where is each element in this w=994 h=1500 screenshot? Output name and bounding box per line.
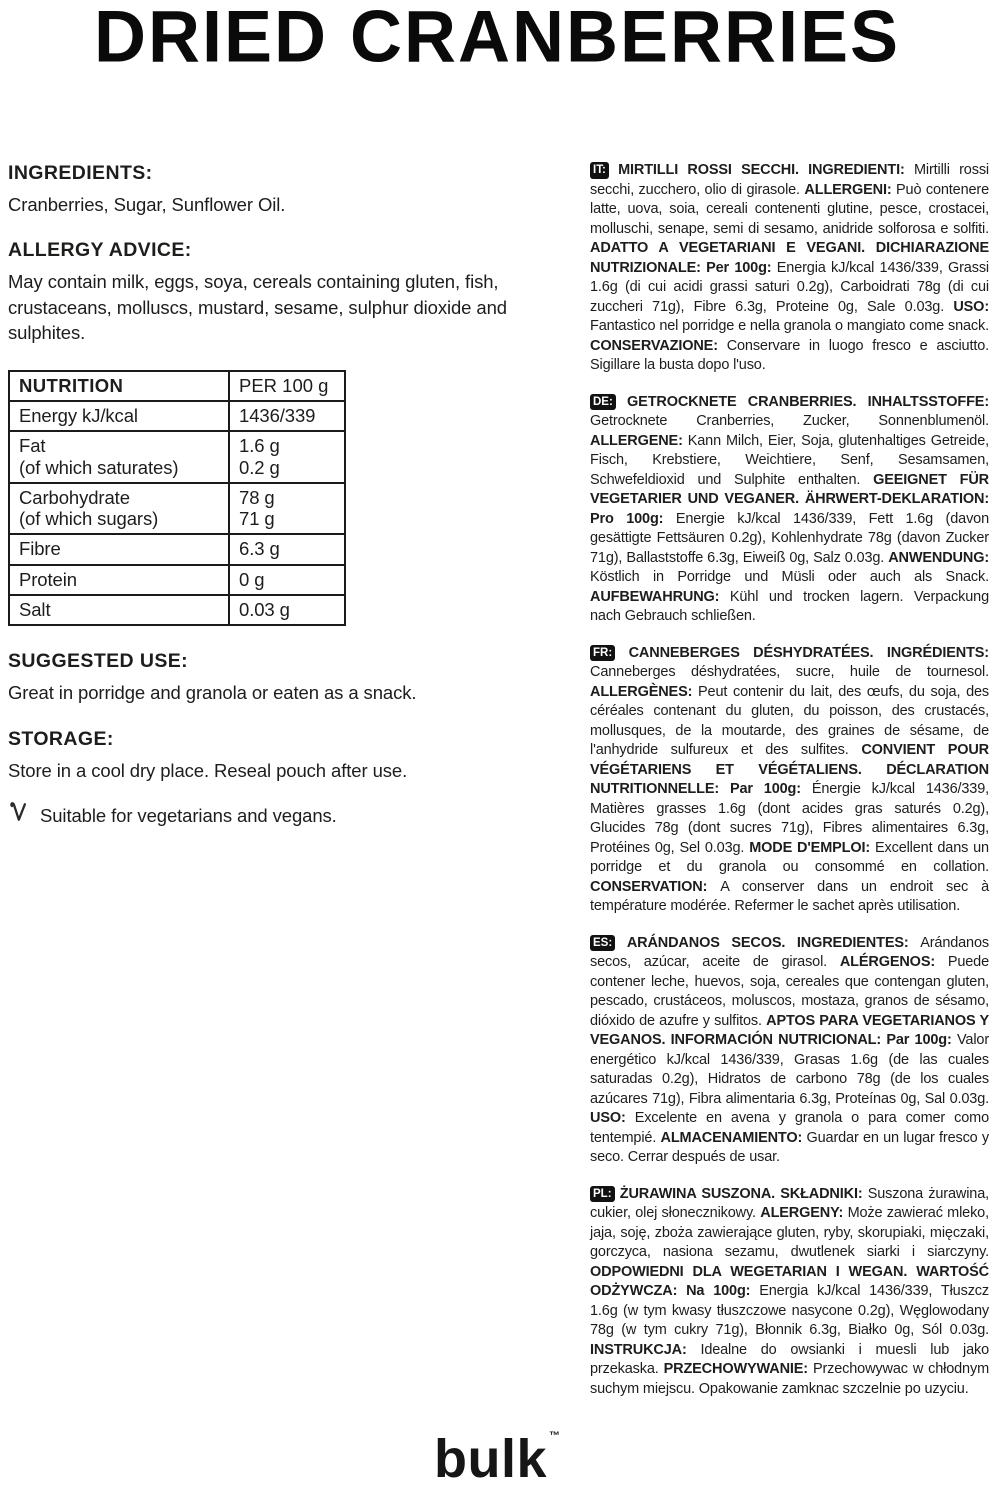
lang-bold-text: ALERGENY: xyxy=(760,1205,848,1221)
ingredients-heading: INGREDIENTS: xyxy=(8,162,153,184)
lang-badge-es: ES: xyxy=(590,935,615,952)
lang-bold-text: INSTRUKCJA: xyxy=(590,1341,701,1358)
lang-text: Suszona żurawina, cukier, olej słonecznikowy. xyxy=(590,1185,989,1221)
lang-section-de xyxy=(590,393,989,627)
lang-text: Excelente en avena y granola o para comer como tentempié. xyxy=(590,1110,990,1146)
nutrition-label-cell: Salt xyxy=(9,595,229,625)
brand-logo: bulk xyxy=(433,1429,547,1489)
lang-text: Energia kJ/kcal 1436/339, Grassi 1.6g (di cui acidi grassi saturi 0.2g), Carboidrati 78g (di cui zuccheri 71g), Fibre 6.3g, Proteine 0g, Sale 0.03g. xyxy=(590,259,989,315)
allergy-text: May contain milk, eggs, soya, cereals containing gluten, fish, crustaceans, molluscs, mustard, sesame, sulphur dioxide and sulphites. xyxy=(8,271,507,344)
footer xyxy=(0,1428,994,1490)
lang-bold-text: AUFBEWAHRUNG: xyxy=(590,588,730,605)
lang-section-pl xyxy=(590,1185,989,1400)
lang-bold-text: CONVIENT POUR VÉGÉTARIENS ET VÉGÉTALIENS. DÉCLARATION NUTRITIONNELLE: Par 100g: xyxy=(590,742,989,797)
lang-text: Getrocknete Cranberries, Zucker, Sonnenblumenöl. xyxy=(590,413,989,429)
nutrition-row xyxy=(9,534,345,564)
nutrition-row xyxy=(9,483,345,535)
nutrition-header-label: NUTRITION xyxy=(9,371,229,401)
lang-bold-text: ALLERGENE: xyxy=(590,432,688,449)
ingredients-text: Cranberries, Sugar, Sunflower Oil. xyxy=(8,193,286,215)
lang-text: Guardar en un lugar fresco y seco. Cerrar después de usar. xyxy=(590,1129,990,1165)
lang-text: Fantastico nel porridge e nella granola o mangiato come snack. xyxy=(590,318,989,334)
lang-badge-de: DE: xyxy=(590,394,616,411)
lang-text: Énergie kJ/kcal 1436/339, Matières grasses 1.6g (dont acides gras saturés 0.2g), Glucides 78g (dont sucres 71g), Fibres alimentaires 6.3g, Protéines 0g, Sel 0.03g. xyxy=(590,781,989,856)
lang-text: Mirtilli rossi secchi, zucchero, olio di girasole. xyxy=(590,162,989,198)
nutrition-label-cell: Fat (of which saturates) xyxy=(9,431,229,483)
lang-bold-text: ANWENDUNG: xyxy=(888,549,989,566)
lang-text: Può contenere latte, uova, soia, cereali contenenti glutine, pesce, crostacei, molluschi, senape, semi di sesamo, anidride solforosa e solfiti. xyxy=(590,181,989,237)
lang-bold-text: APTOS PARA VEGETARIANOS Y VEGANOS. INFORMACIÓN NUTRICIONAL: Par 100g: xyxy=(590,1012,990,1048)
lang-badge-pl: PL: xyxy=(590,1186,615,1203)
allergy-heading: ALLERGY ADVICE: xyxy=(8,239,192,262)
product-title: DRIED CRANBERRIES xyxy=(93,0,901,78)
lang-bold-text: MIRTILLI ROSSI SECCHI. INGREDIENTI: xyxy=(618,162,914,178)
nutrition-value-cell: 1436/339 xyxy=(229,401,345,431)
nutrition-row xyxy=(9,431,345,483)
suggested-use-heading: SUGGESTED USE: xyxy=(8,650,189,673)
nutrition-row xyxy=(9,595,345,625)
lang-bold-text: MODE D'EMPLOI: xyxy=(749,839,875,856)
lang-text: Valor energético kJ/kcal 1436/339, Grasas 1.6g (de las cuales saturadas 0.2g), Hidratos de carbono 78g (de los cuales azúcares 71g), Fibra alimentaria 6.3g, Proteínas 0g, Sal 0.03g. xyxy=(590,1032,989,1107)
nutrition-value-cell: 6.3 g xyxy=(229,534,345,564)
nutrition-header-row xyxy=(9,371,345,401)
lang-bold-text: GETROCKNETE CRANBERRIES. INHALTSSTOFFE: xyxy=(627,393,989,410)
lang-text: Energia kJ/kcal 1436/339, Tłuszcz 1.6g (w tym kwasy tłuszczowe nasycone 0.2g), Węglowodany 78g (w tym cukry 71g), Błonnik 6.3g, Białko 0g, Sól 0.03g. xyxy=(590,1283,989,1338)
lang-bold-text: ALLERGÈNES: xyxy=(590,683,699,700)
nutrition-row xyxy=(9,401,345,431)
lang-section-it xyxy=(590,161,989,376)
nutrition-label-cell: Protein xyxy=(9,565,229,595)
nutrition-label-cell: Fibre xyxy=(9,534,229,564)
nutrition-value-cell: 0 g xyxy=(229,565,345,595)
storage-text: Store in a cool dry place. Reseal pouch after use. xyxy=(8,759,408,781)
lang-bold-text: ŻURAWINA SUSZONA. SKŁADNIKI: xyxy=(619,1185,868,1202)
vegetarian-line xyxy=(8,801,564,831)
nutrition-header-value: PER 100 g xyxy=(229,371,345,401)
vegetarian-v-icon xyxy=(8,801,31,831)
left-column xyxy=(8,160,564,831)
lang-bold-text: ARÁNDANOS SECOS. INGREDIENTES: xyxy=(626,934,921,951)
nutrition-value-cell: 78 g 71 g xyxy=(229,483,345,535)
lang-bold-text: USO: xyxy=(590,1110,635,1126)
right-column xyxy=(590,161,989,1416)
lang-text: Conservare in luogo fresco e asciutto. Sigillare la busta dopo l'uso. xyxy=(590,337,989,373)
vegetarian-text: Suitable for vegetarians and vegans. xyxy=(40,805,337,827)
nutrition-value-cell: 1.6 g 0.2 g xyxy=(229,431,345,483)
lang-bold-text: PRZECHOWYWANIE: xyxy=(663,1361,813,1377)
lang-section-es xyxy=(590,934,989,1168)
lang-bold-text: CANNEBERGES DÉSHYDRATÉES. INGRÉDIENTS: xyxy=(628,644,989,661)
lang-text: Idealne do owsianki i muesli lub jako przekaska. xyxy=(590,1341,989,1377)
lang-section-fr xyxy=(590,644,989,917)
storage-heading: STORAGE: xyxy=(8,727,114,750)
lang-text: Może zawierać mleko, jaja, soję, zboża zawierające gluten, ryby, skorupiaki, mięczaki, gorczyca, nasiona sezamu, dwutlenek siarki i siarczyny. xyxy=(590,1205,989,1260)
lang-bold-text: ALLERGENI: xyxy=(804,181,897,198)
lang-bold-text: ODPOWIEDNI DLA WEGETARIAN I WEGAN. WARTOŚĆ ODŻYWCZA: Na 100g: xyxy=(590,1263,989,1299)
nutrition-value-cell: 0.03 g xyxy=(229,595,345,625)
lang-bold-text: ADATTO A VEGETARIANI E VEGANI. DICHIARAZIONE NUTRIZIONALE: Per 100g: xyxy=(590,240,989,276)
trademark-symbol: ™ xyxy=(549,1430,560,1442)
lang-text: Arándanos secos, azúcar, aceite de girasol. xyxy=(590,934,989,970)
lang-text: A conserver dans un endroit sec à température modérée. Refermer le sachet après utilisation. xyxy=(590,878,989,914)
lang-bold-text: CONSERVAZIONE: xyxy=(590,337,727,354)
lang-text: Köstlich in Porridge und Müsli oder auch als Snack. xyxy=(590,569,989,585)
lang-text: Przechowywac w chłodnym suchym miejscu. Opakowanie zamknac szczelnie po uzyciu. xyxy=(590,1361,989,1397)
lang-badge-fr: FR: xyxy=(590,645,615,662)
lang-text: Peut contenir du lait, des œufs, du soja, des céréales contenant du gluten, du poisson, des crustacés, mollusques, de la moutarde, des graines de sésame, de l'anhydride sulfureux et des sulfites. xyxy=(590,683,990,758)
lang-text: Canneberges déshydratées, sucre, huile de tournesol. xyxy=(590,664,989,680)
lang-text: Puede contener leche, huevos, soja, cereales que contengan gluten, pescado, crustáceos, moluscos, mostaza, granos de sésamo, dióxido de azufre y sulfitos. xyxy=(590,954,989,1029)
lang-text: Kann Milch, Eier, Soja, glutenhaltiges Getreide, Fisch, Krebstiere, Weichtiere, Senf, Sesamsamen, Schwefeldioxid und Sulphite enthalten. xyxy=(590,432,989,488)
nutrition-table-body xyxy=(9,401,345,625)
suggested-use-text: Great in porridge and granola or eaten as a snack. xyxy=(8,682,417,704)
lang-text: Energie kJ/kcal 1436/339, Fett 1.6g (davon gesättigte Fettsäuren 0.2g), Kohlenhydrate 78g (davon Zucker 71g), Ballaststoffe 6.3g, Eiweiß 0g, Salz 0.03g. xyxy=(590,510,989,566)
lang-bold-text: ALMACENAMIENTO: xyxy=(660,1129,807,1146)
lang-bold-text: GEEIGNET FÜR VEGETARIER UND VEGANER. ÄHRWERT-DEKLARATION: Pro 100g: xyxy=(590,471,989,527)
lang-bold-text: ALÉRGENOS: xyxy=(839,954,948,970)
lang-bold-text: CONSERVATION: xyxy=(590,878,721,895)
lang-text: Kühl und trocken lagern. Verpackung nach Gebrauch schließen. xyxy=(590,588,989,624)
lang-text: Excellent dans un porridge et du granola ou consommé en collation. xyxy=(590,839,989,875)
nutrition-row xyxy=(9,565,345,595)
nutrition-label-cell: Energy kJ/kcal xyxy=(9,401,229,431)
nutrition-table xyxy=(8,370,346,626)
nutrition-label-cell: Carbohydrate (of which sugars) xyxy=(9,483,229,535)
lang-badge-it: IT: xyxy=(590,162,609,179)
lang-bold-text: USO: xyxy=(953,298,989,315)
